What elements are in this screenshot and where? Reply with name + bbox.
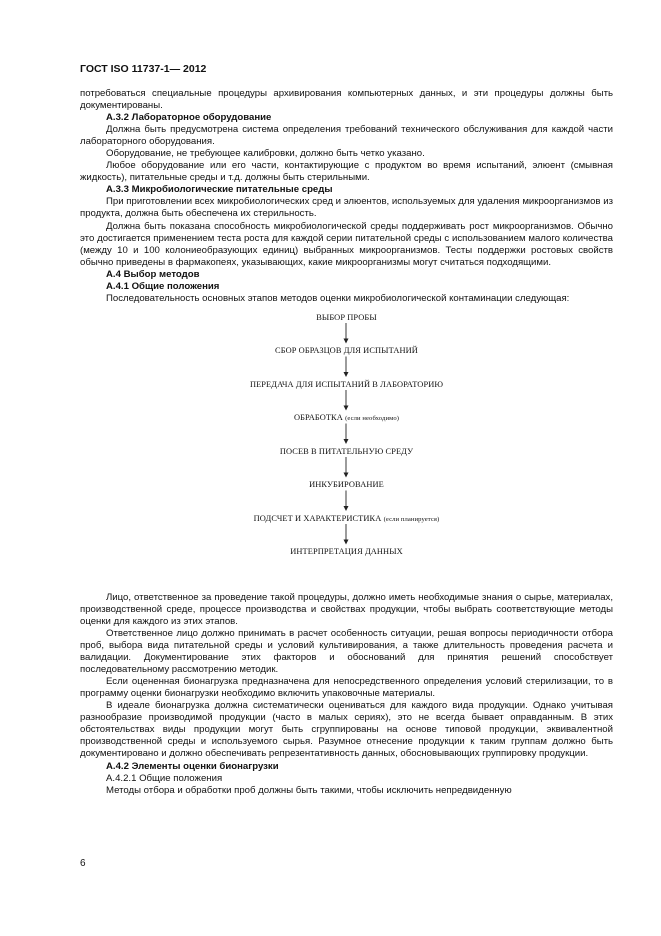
document-body [80,88,613,797]
paragraph: Методы отбора и обработки проб должны быть такими, чтобы исключить непредвиденную [106,784,512,796]
flowchart-step-label: ПОСЕВ В ПИТАТЕЛЬНУЮ СРЕДУ [279,446,414,456]
flowchart-step [80,513,613,526]
flowchart-arrow-head [344,405,349,410]
paragraph: Любое оборудование или его части, контактирующие с продуктом во время испытаний, элюент (смывная жидкость), питательные среды и т.д. должны быть стерильными. [80,160,613,184]
subsection-title: А.4.2.1 Общие положения [106,772,223,784]
paragraph: Оборудование, не требующее калибровки, должно быть четко указано. [106,148,425,160]
flowchart-arrow-head [344,539,349,544]
paragraph: В идеале бионагрузка должна систематически оцениваться для каждого вида продукции. Однако учитывая разнообразие производимой продукции (часто в малых сериях), это не всегда бывает оправданным. В этих обстоятельствах виды продукции могут быть сгруппированы на основе типовой продукции, эквивалентной производственной среды и используемого сырья. Разумное отнесение продукции к таким группам должно быть документировано и должно обеспечивать репрезентативность данных, обосновывающих группировку продукции. [80,700,613,760]
flowchart-arrow-head [344,439,349,444]
flowchart-step [80,446,613,458]
section-heading: А.3.2 Лабораторное оборудование [106,112,272,124]
section-heading: А.4.1 Общие положения [106,280,220,292]
flowchart-step [80,546,613,558]
flowchart-step-label: СБОР ОБРАЗЦОВ ДЛЯ ИСПЫТАНИЙ [275,346,418,356]
flowchart-step [80,479,613,491]
section-heading: А.3.3 Микробиологические питательные среды [106,184,333,196]
flowchart-arrow-head [344,472,349,477]
flowchart-step-label: ВЫБОР ПРОБЫ [316,312,377,322]
flowchart-step-label: ОБРАБОТКА [293,413,343,423]
flowchart [80,310,613,585]
paragraph: Если оцененная бионагрузка предназначена для непосредственного определения условий стерилизации, то в программу оценки бионагрузки необходимо включить упаковочные материалы. [80,676,613,700]
flowchart-arrow-head [344,338,349,343]
flowchart-step [80,412,613,425]
text-section-top [80,88,613,305]
flowchart-arrow-head [344,506,349,511]
paragraph: Последовательность основных этапов методов оценки микробиологической контаминации следующая: [106,292,570,304]
flowchart-step-label: ПЕРЕДАЧА ДЛЯ ИСПЫТАНИЙ В ЛАБОРАТОРИЮ [249,379,444,389]
paragraph: потребоваться специальные процедуры архивирования компьютерных данных, и эти процедуры должны быть документированы. [80,88,613,112]
text-section-bottom [80,592,613,797]
flowchart-step [80,379,613,391]
flowchart-step [80,345,613,357]
flowchart-step-note: (если планируется) [383,515,440,523]
flowchart-arrow-head [344,372,349,377]
flowchart-step [80,312,613,324]
document-header: ГОСТ ISO 11737-1— 2012 [80,63,207,75]
flowchart-step-label: ИНКУБИРОВАНИЕ [309,480,384,490]
page-number: 6 [80,858,86,869]
paragraph: Должна быть показана способность микробиологической среды поддерживать рост микроорганизмов. Обычно это достигается применением теста роста для каждой серии питательной среды с использованием малого количества (между 10 и 100 колониеобразующих единиц) выбранных микроорганизмов. Тесты поддержки ростовых свойств обычно приведены в фармакопеях, указывающих, какие микроорганизмы могут считаться подходящими. [80,220,613,268]
flowchart-step-label: ПОДСЧЕТ И ХАРАКТЕРИСТИКА [253,513,382,523]
paragraph: Лицо, ответственное за проведение такой процедуры, должно иметь необходимые знания о сырье, материалах, производственной среде, процессе производства и свойствах продукции, чтобы выбрать соответствующие методы оценки для каждого из этих этапов. [80,591,613,627]
section-heading: А.4 Выбор методов [106,268,200,280]
paragraph: При приготовлении всех микробиологических сред и элюентов, используемых для удаления микроорганизмов из продукта, должна быть обеспечена их стерильность. [80,196,613,220]
flowchart-step-label: ИНТЕРПРЕТАЦИЯ ДАННЫХ [290,547,403,557]
paragraph: Должна быть предусмотрена система определения требований технического обслуживания для каждой части лабораторного оборудования. [80,124,613,148]
paragraph: Ответственное лицо должно принимать в расчет особенность ситуации, решая вопросы периодичности отбора проб, выбора вида питательной среды и условий культивирования, а также длительность проведения расчета и валидации. Документирование этих факторов и обоснований для принятия решений способствует последовательному рассмотрению методик. [80,627,613,676]
flowchart-step-note: (если необходимо) [345,415,400,423]
section-heading: А.4.2 Элементы оценки бионагрузки [106,760,279,772]
